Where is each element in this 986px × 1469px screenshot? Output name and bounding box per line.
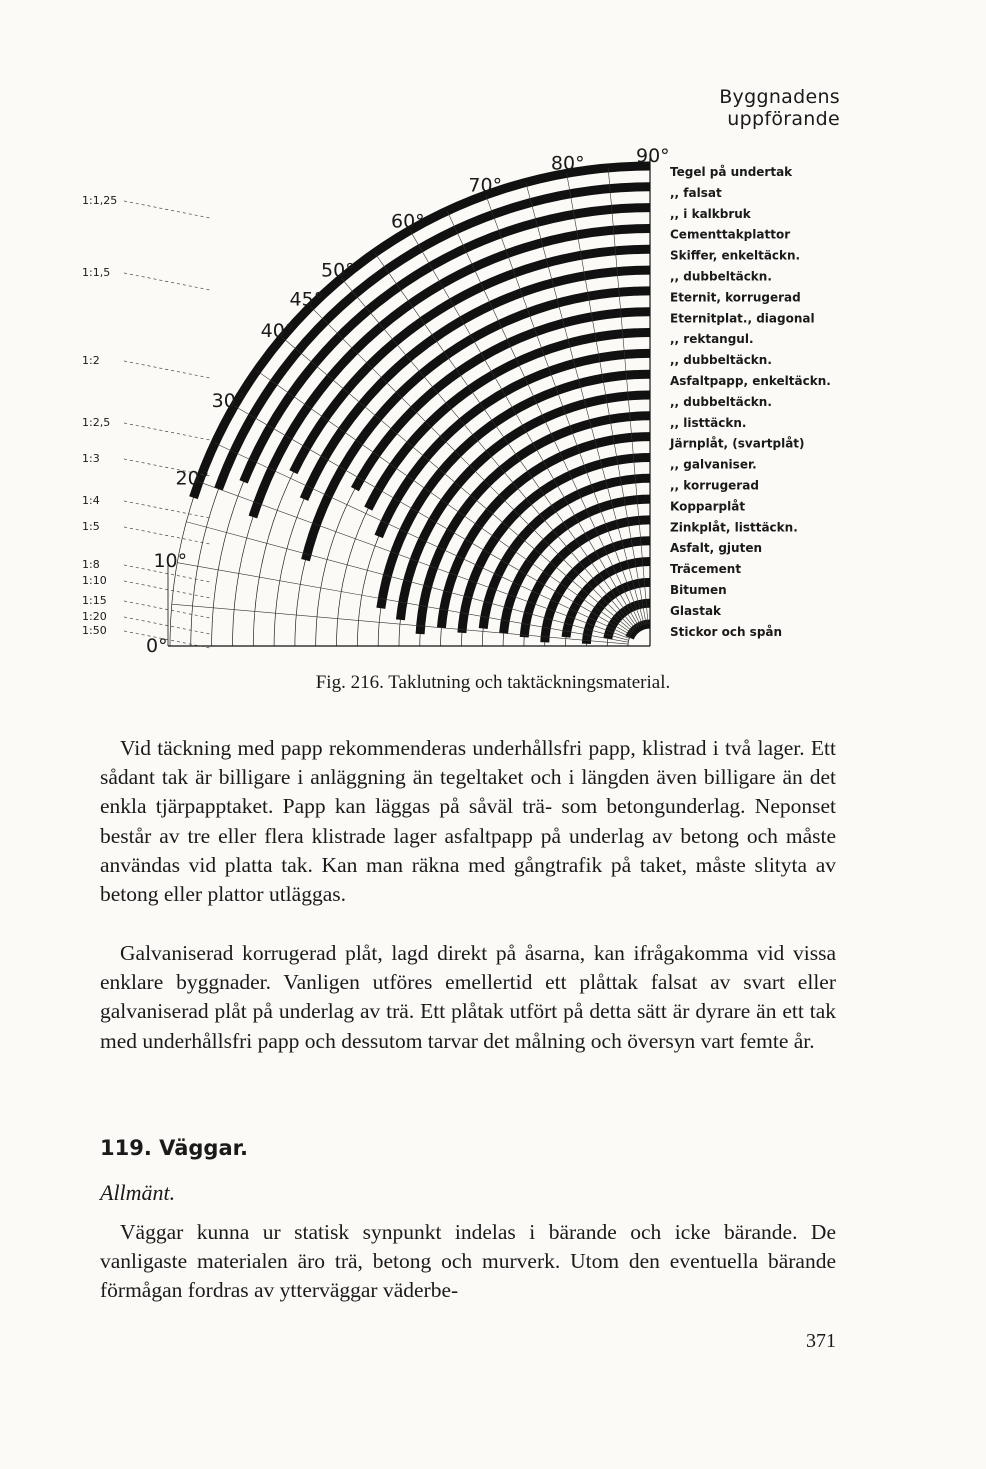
material-label: Bitumen	[670, 583, 727, 597]
angle-label: 60°	[391, 210, 425, 233]
angle-spoke	[177, 563, 628, 643]
ratio-label: 1:20	[82, 610, 107, 623]
angle-label: 0°	[146, 635, 168, 657]
angle-label: 45°	[289, 288, 324, 311]
ratio-leader	[124, 581, 210, 598]
ratio-label: 1:15	[82, 594, 107, 607]
ratio-label: 1:10	[82, 574, 107, 587]
ratio-leader	[124, 527, 210, 544]
running-header: Byggnadens uppförande	[719, 86, 840, 130]
ratio-label: 1:8	[82, 558, 100, 571]
material-arc	[630, 624, 650, 638]
angle-label: 50°	[321, 259, 355, 282]
ratio-leader	[124, 601, 210, 618]
ratio-leader	[124, 423, 210, 440]
material-label: Eternitplat., diagonal	[670, 311, 815, 326]
material-label: ,, rektangul.	[670, 332, 754, 347]
material-label: Zinkplåt, listtäckn.	[670, 520, 798, 535]
page-number: 371	[806, 1330, 836, 1352]
ratio-leader	[124, 273, 210, 290]
ratio-label: 1:5	[82, 520, 100, 533]
material-label: ,, i kalkbruk	[670, 206, 751, 221]
material-label: Asfaltpapp, enkeltäckn.	[670, 374, 831, 388]
angle-label: 10°	[153, 549, 188, 572]
ratio-label: 1:50	[82, 624, 107, 637]
material-label: ,, dubbeltäckn.	[670, 353, 772, 368]
ratio-label: 1:4	[82, 494, 100, 507]
material-label: Asfalt, gjuten	[670, 541, 762, 556]
ratio-label: 1:2	[82, 354, 100, 367]
material-label: Skiffer, enkeltäckn.	[670, 248, 801, 263]
ratio-leader	[124, 501, 210, 518]
material-legend	[669, 165, 831, 639]
ratio-leader	[124, 201, 210, 218]
material-label: ,, dubbeltäckn.	[670, 394, 772, 409]
material-label: Stickor och spån	[670, 624, 783, 639]
body-paragraph-1: Vid täckning med papp rekommenderas underhållsfri papp, klistrad i två lager. Ett sådant tak är billigare i anläggning än tegeltaket och i längden även billigare än det enkla tjärpapptaket. Papp kan läggas på såväl trä- som betongunderlag. Neponset består av tre eller flera klistrade lager asfaltpapp på underlag av betong och måste användas vid platta tak. Kan man räkna med gångtrafik på taket, måste slityta av betong eller plattor utläggas.	[100, 736, 836, 907]
angle-label: 80°	[550, 152, 585, 175]
material-label: Tegel på undertak	[670, 165, 793, 179]
ratio-leader	[124, 361, 210, 378]
section-heading: 119. Väggar.	[100, 1136, 248, 1160]
material-label: Träcement	[670, 562, 742, 577]
material-label: ,, falsat	[670, 185, 722, 200]
roof-slope-chart	[80, 128, 840, 658]
material-label: Glastak	[670, 603, 722, 618]
material-label: Cementtakplattor	[670, 227, 791, 242]
angle-label: 30°	[211, 390, 246, 412]
material-label: Kopparplåt	[670, 499, 746, 514]
ratio-label: 1:1,25	[82, 194, 118, 207]
ratio-label: 1:1,5	[82, 266, 111, 279]
subsection-heading: Allmänt.	[100, 1180, 176, 1205]
material-label: ,, listtäckn.	[670, 415, 747, 430]
angle-label: 40°	[260, 320, 295, 343]
ratio-leader	[124, 617, 210, 634]
material-label: Järnplåt, (svartplåt)	[670, 436, 805, 451]
section-paragraph: Väggar kunna ur statisk synpunkt indelas i bärande och icke bärande. De vanligaste materialen äro trä, betong och murverk. Utom den eventuella bärande förmågan fordras av ytterväggar väderbe-	[100, 1220, 836, 1303]
figure-caption: Fig. 216. Taklutning och taktäckningsmaterial.	[315, 672, 671, 693]
material-label: ,, dubbeltäckn.	[670, 269, 772, 284]
body-paragraph-2: Galvaniserad korrugerad plåt, lagd direkt på åsarna, kan ifrågakomma vid vissa enklare byggnader. Vanligen utföres emellertid ett plåttak falsat av svart eller galvaniserad plåt på underlag av trä. Ett plåtak utfört på detta sätt är dyrare än ett tak med underhållsfri papp och dessutom tarvar det målning och översyn vart femte år.	[100, 941, 836, 1053]
angle-label: 70°	[468, 174, 503, 197]
ratio-labels	[82, 194, 210, 648]
material-label: ,, korrugerad	[670, 478, 759, 493]
material-label: Eternit, korrugerad	[670, 290, 801, 305]
material-label: ,, galvaniser.	[670, 457, 757, 472]
ratio-label: 1:3	[82, 452, 100, 465]
angle-label: 90°	[636, 145, 670, 167]
angle-label: 20°	[175, 467, 210, 490]
ratio-label: 1:2,5	[82, 416, 111, 429]
